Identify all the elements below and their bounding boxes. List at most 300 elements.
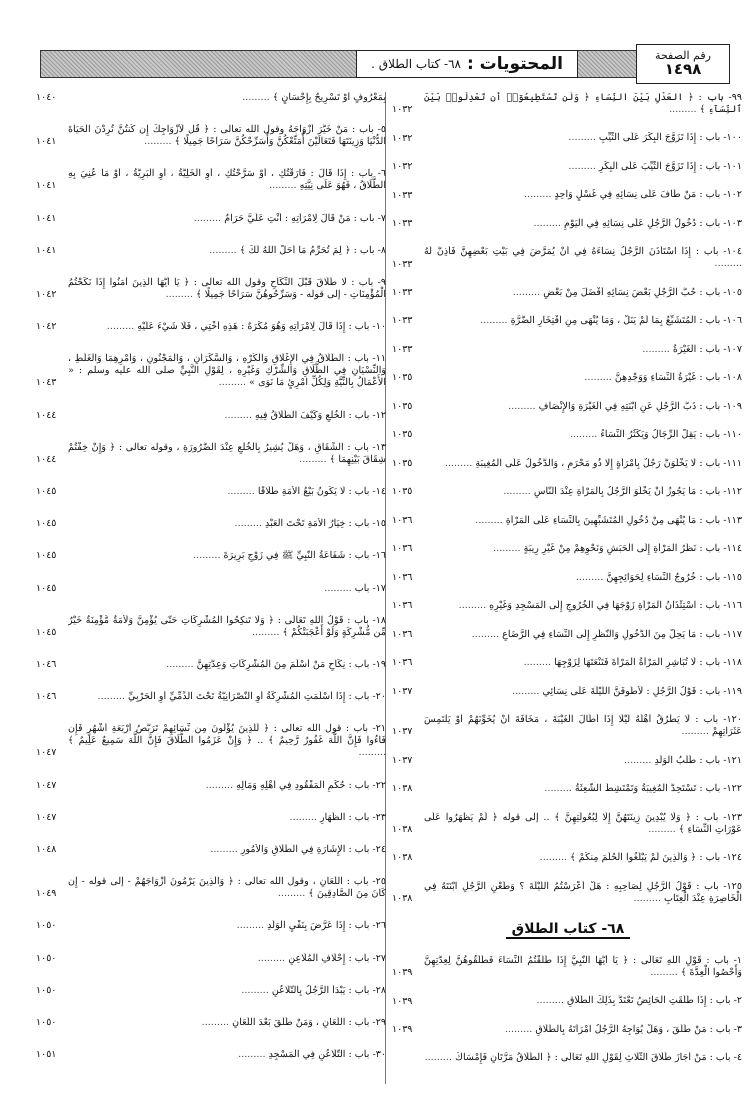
toc-entry[interactable] [392, 600, 744, 612]
toc-entry[interactable] [392, 344, 744, 356]
toc-entry-title-text: ٢٣- باب : الظِّهَارِ [320, 811, 386, 823]
toc-entry-title [424, 315, 744, 327]
dot-leader: ......... [523, 189, 555, 201]
dot-leader: ......... [544, 783, 575, 795]
toc-entry[interactable] [36, 920, 388, 932]
toc-entry[interactable] [392, 812, 744, 836]
toc-entry-title [424, 132, 744, 144]
dot-leader: ......... [504, 1023, 536, 1035]
toc-entry[interactable] [36, 723, 388, 759]
toc-entry-page: ١٠٣٨ [392, 892, 413, 904]
toc-entry[interactable] [392, 429, 744, 441]
toc-entry-page: ١٠٣٥ [392, 400, 413, 412]
toc-entry-page: ١٠٥٠ [36, 920, 57, 932]
toc-entry-title-text: ٢٨- باب : يَبْدَأُ الرَّجُلُ بِالتَّلَاعُنِ [271, 984, 386, 996]
toc-entry[interactable] [36, 812, 388, 824]
toc-entry-title-text: ٧- باب : مَنْ قَالَ لِامْرَأَتِهِ : أَنْتِ عَلَيَّ حَرَامٌ [224, 212, 386, 224]
toc-entry-page: ١٠٣٥ [392, 486, 413, 498]
toc-entry[interactable] [36, 691, 388, 703]
toc-entry-title-text: ١١- باب : الطَّلَاقُ فِي الإِغْلَاقِ وَالْكُرْهِ ، وَالسَّكْرَانِ ، وَالْمَجْنُونِ ، وَأَمْرِهِمَا وَالْغَلَطِ ، وَالنِّسْيَانِ فِي الطَّلَاقِ وَالشِّرْكِ وَغَيْرِهِ ، لِقَوْلِ النَّبِيِّ صلى الله عليه وسلم : « الأَعْمَالُ بِالنِّيَّةِ وَلِكُلِّ امْرِئٍ مَا نَوَى » [68, 353, 386, 389]
toc-entry-page: ١٠٥٠ [36, 1017, 57, 1029]
dot-leader: ......... [714, 258, 742, 270]
toc-entry-page: ١٠٤٥ [36, 486, 57, 498]
toc-entry-title [68, 213, 388, 225]
toc-entry-title-text: ٩- باب : لَا طَلَاقَ قَبْلَ النِّكَاحِ وقول الله تعالى : ﴿ يَا أَيُّهَا الَّذِينَ آمَنُوا إِذَا نَكَحْتُمُ الْمُؤْمِنَاتِ - إلى قوله - وَسَرِّحُوهُنَّ سَرَاحًا جَمِيلًا ﴾ [68, 276, 386, 300]
dot-leader: ......... [193, 212, 225, 224]
header-subtitle: ٦٨- كتاب الطلاق . [371, 57, 461, 71]
toc-entry-title [68, 844, 388, 856]
toc-entry[interactable] [36, 985, 388, 997]
toc-entry[interactable] [36, 844, 388, 856]
toc-entry-title [424, 218, 744, 230]
dot-leader: ......... [503, 486, 534, 498]
toc-entry-title [68, 124, 388, 148]
toc-entry-title [68, 1049, 388, 1061]
toc-entry[interactable] [36, 486, 388, 498]
dot-leader: ......... [623, 754, 655, 766]
toc-entry-page: ١٠٤٥ [36, 550, 57, 562]
toc-entry-page: ١٠٣٥ [392, 457, 413, 469]
toc-entry-title-text: ٢٠- باب : إِذَا أَسْلَمَتِ الْمُشْرِكَةُ أَوِ النَّصْرَانِيَّةُ تَحْتَ الذِّمِّيِّ أَوِ الْحَرْبِيِّ [128, 691, 386, 703]
page-number-label: رقم الصفحة [655, 49, 711, 63]
toc-entry-page: ١٠٣٢ [392, 104, 413, 116]
toc-entry-page: ١٠٣٦ [392, 543, 413, 555]
toc-entry-page: ١٠٤٢ [36, 321, 57, 333]
toc-entry[interactable] [36, 1017, 388, 1029]
toc-entry[interactable] [392, 1024, 744, 1036]
toc-entry-title [424, 543, 744, 555]
dot-leader: ......... [444, 457, 476, 469]
toc-entry[interactable] [392, 629, 744, 641]
toc-entry[interactable] [392, 881, 744, 905]
toc-entry[interactable] [392, 372, 744, 384]
toc-entry-title [424, 401, 744, 413]
toc-entry-page: ١٠٤١ [36, 212, 57, 224]
toc-entry-page: ١٠٣٩ [392, 967, 413, 979]
toc-entry-title-text: ٤- باب : مَنْ أَجَازَ طَلَاقَ الثَّلَاثِ لِقَوْلِ اللهِ تَعَالَى : ﴿ الطَّلَاقُ مَرَّتَانِ فَإِمْسَاكٌ [455, 1052, 742, 1064]
toc-entry-page: ١٠٣٥ [392, 372, 413, 384]
toc-entry-title [68, 723, 388, 759]
toc-entry-page: ١٠٣٦ [392, 657, 413, 669]
toc-entry-title-text: ١٠٩- باب : ذَبُّ الرَّجُلِ عَنِ ابْنَتِهِ فِي الْغَيْرَةِ وَالإِنْصَافِ [538, 400, 742, 412]
toc-entry-title-text: ١٠٥- باب : حُبُّ الرَّجُلِ بَعْضَ نِسَائِهِ أَفْضَلَ مِنْ بَعْضٍ [543, 286, 742, 298]
header-title-box [356, 50, 578, 78]
toc-entry-title [424, 161, 744, 173]
toc-entry-page: ١٠٣٨ [392, 823, 413, 835]
toc-entry-title [424, 995, 744, 1007]
toc-entry[interactable] [392, 246, 744, 270]
toc-entry-title [68, 245, 388, 257]
dot-leader: ......... [277, 888, 309, 900]
toc-entry-title-text: ١١٨- باب : لَا تُبَاشِرِ الْمَرْأَةُ الْمَرْأَةَ فَتَنْعَتَهَا لِزَوْجِهَا [554, 657, 742, 669]
toc-entry-page: ١٠٤٠ [36, 92, 57, 104]
toc-entry-title-text: ١٥- باب : خِيَارُ الأَمَةِ تَحْتَ الْعَبْدِ [265, 518, 386, 530]
toc-entry-page: ١٠٣٩ [392, 995, 413, 1007]
toc-entry-title-text: ١٠- باب : إِذَا قَالَ لِامْرَأَتِهِ وَهُوَ مُكْرَهٌ : هَذِهِ أُخْتِي ، فَلَا شَيْءَ عَلَيْهِ [137, 321, 386, 333]
toc-entry[interactable] [36, 659, 388, 671]
toc-entry-page: ١٠٣٣ [392, 258, 413, 270]
toc-entry-title [68, 876, 388, 900]
toc-entry-title-text: ٢- باب : إِذَا طُلِّقَتِ الْحَائِضُ تَعْتَدُّ بِذَلِكَ الطَّلَاقِ [566, 995, 742, 1007]
toc-entry-title [424, 714, 744, 738]
toc-entry[interactable] [392, 189, 744, 201]
toc-entry-title-text: بِمَعْرُوفٍ أَوْ تَسْرِيحٌ بِإِحْسَانٍ ﴾ [272, 92, 386, 103]
dot-leader: ......... [234, 518, 266, 530]
toc-entry-page: ١٠٤٧ [36, 811, 57, 823]
toc-entry[interactable] [36, 168, 388, 192]
toc-entry-title-text: ١١٣- باب : مَا يُنْهَى مِنْ دُخُولِ الْمُتَشَبِّهِينَ بِالنِّسَاءِ عَلَى الْمَرْأَةِ [505, 514, 742, 526]
dot-leader: ......... [241, 984, 272, 996]
toc-entry-title-text: ١١٢- باب : مَا يَجُوزُ أَنْ يَخْلُوَ الرَّجُلُ بِالْمَرْأَةِ عِنْدَ النَّاسِ [533, 486, 742, 498]
toc-entry-page: ١٠٣٨ [392, 783, 413, 795]
toc-entry[interactable] [392, 218, 744, 230]
dot-leader: ......... [523, 657, 555, 669]
dot-leader: ......... [251, 626, 283, 638]
toc-entry[interactable] [36, 321, 388, 333]
toc-entry-title [424, 629, 744, 641]
toc-entry-title-text: ٢٢- باب : حُكْمِ الْمَفْقُودِ فِي أَهْلِهِ وَمَالِهِ [236, 779, 386, 791]
dot-leader: ......... [512, 685, 543, 697]
toc-entry[interactable] [392, 755, 744, 767]
toc-entry[interactable] [392, 572, 744, 584]
dot-leader: ......... [650, 966, 681, 978]
toc-entry-title-text: ٢١- باب : قول الله تعالى : ﴿ لِّلَّذِينَ يُؤْلُونَ مِن نِّسَائِهِمْ تَرَبُّصُ أَرْبَعَةِ أَشْهُرٍ فَإِن فَاءُوا فَإِنَّ اللَّهَ غَفُورٌ رَّحِيمٌ ﴾ .. ﴿ وَإِنْ عَزَمُوا الطَّلَاقَ فَإِنَّ اللَّهَ سَمِيعٌ عَلِيمٌ ﴾ [68, 723, 386, 747]
toc-entry-title [424, 1024, 744, 1036]
toc-entry[interactable] [36, 518, 388, 530]
toc-entry-title-text: ١٢٣- باب : ﴿ وَلَا يُبْدِينَ زِينَتَهُنَّ إِلَّا لِبُعُولَتِهِنَّ ﴾ .. إلى قوله ﴿ لَمْ يَظْهَرُوا عَلَى عَوْرَاتِ النِّسَاءِ ﴾ [424, 811, 742, 835]
dot-leader: ......... [289, 811, 320, 823]
toc-entry-title [68, 442, 388, 466]
toc-entry-title-text: ١٢٤- باب : ﴿ وَالَّذِينَ لَمْ يَبْلُغُوا الْحُلُمَ مِنكُمْ ﴾ [570, 852, 742, 864]
dot-leader: ......... [97, 691, 129, 703]
toc-entry-page: ١٠٤٧ [36, 779, 57, 791]
toc-entry-title [68, 691, 388, 703]
toc-entry-page: ١٠٣٦ [392, 514, 413, 526]
toc-entry-title-text: ١١٤- باب : نَظَرُ الْمَرْأَةِ إِلَى الْحَبَشِ وَنَحْوِهِمْ مِنْ غَيْرِ رِيبَةٍ [523, 543, 742, 555]
toc-entry-title-text: ١٨- باب : قَوْلُ اللهِ تَعَالَى : ﴿ وَلَا تَنكِحُوا الْمُشْرِكَاتِ حَتَّى يُؤْمِنَّ وَلَأَمَةٌ مُّؤْمِنَةٌ خَيْرٌ مِّن مُّشْرِكَةٍ وَلَوْ أَعْجَبَتْكُمْ ﴾ [68, 614, 386, 638]
toc-entry-title [68, 321, 388, 333]
toc-entry-title [424, 458, 744, 470]
toc-entry[interactable] [36, 410, 388, 422]
dot-leader: ......... [209, 244, 240, 256]
dot-leader: ......... [493, 543, 524, 555]
dot-leader: ......... [681, 726, 712, 738]
toc-entry[interactable] [392, 515, 744, 527]
toc-entry[interactable] [392, 287, 744, 299]
toc-entry-title [424, 344, 744, 356]
dot-leader: ......... [475, 514, 506, 526]
toc-entry-page: ١٠٣٦ [392, 600, 413, 612]
toc-entry-title-text: ١٩- باب : نِكَاحِ مَنْ أَسْلَمَ مِنَ الْمُشْرِكَاتِ وَعِدَّتِهِنَّ [196, 658, 386, 670]
toc-entry-page: ١٠٤١ [36, 244, 57, 256]
toc-entry[interactable] [36, 953, 388, 965]
dot-leader: ......... [569, 429, 601, 441]
toc-entry-title [68, 353, 388, 389]
dot-leader: ......... [166, 658, 197, 670]
toc-entry-title [68, 486, 388, 498]
toc-entry[interactable] [36, 277, 388, 301]
toc-entry[interactable] [392, 543, 744, 555]
toc-entry[interactable] [36, 780, 388, 792]
toc-entry-page: ١٠٤٥ [36, 518, 57, 530]
toc-entry-title-text: ٨- باب : ﴿ لِمَ تُحَرِّمُ مَا أَحَلَّ اللهُ لَكَ ﴾ [239, 244, 386, 256]
toc-entry-title [68, 659, 388, 671]
toc-entry-title [68, 410, 388, 422]
toc-entry[interactable] [36, 213, 388, 225]
toc-entry[interactable] [392, 315, 744, 327]
toc-entry-title-text: ١٠١- باب : إِذَا تَزَوَّجَ الثَّيِّبَ عَلَى الْبِكْرِ [598, 160, 742, 172]
toc-entry[interactable] [36, 550, 388, 562]
dot-leader: ......... [424, 1052, 456, 1064]
toc-entry-title [68, 780, 388, 792]
toc-entry-title-text: ٦- باب : إِذَا قَالَ : فَارَقْتُكِ ، أَوْ سَرَّحْتُكِ ، أَوِ الْخَلِيَّةُ ، أَوِ الْبَرِيَّةُ ، أَوْ مَا عُنِيَ بِهِ الطَّلَاقُ ، فَهُوَ عَلَى نِيَّتِهِ [68, 168, 386, 192]
toc-entry-title-text: ٣٠- باب : التَّلَاعُنِ فِي الْمَسْجِدِ [268, 1049, 386, 1061]
dot-leader: ......... [257, 952, 289, 964]
toc-entry-page: ١٠٣٣ [392, 315, 413, 327]
toc-entry-title-text: ١٦- باب : شَفَاعَةُ النَّبِيِّ ﷺ فِي زَوْجِ بَرِيرَةَ [223, 550, 386, 562]
toc-entry-title-text: ١١٧- باب : مَا يَحِلُّ مِنَ الدُّخُولِ وَالنَّظَرِ إِلَى النِّسَاءِ فِي الرَّضَاعِ [502, 628, 742, 640]
toc-entry-page: ١٠٤٧ [36, 747, 57, 759]
toc-entry[interactable] [392, 657, 744, 669]
toc-entry-title-text: ١٠٤- باب : إِذَا اسْتَأْذَنَ الرَّجُلُ نِسَاءَهُ فِي أَنْ يُمَرَّضَ فِي بَيْتِ بَعْضِهِنَّ فَأَذِنَّ لَهُ [424, 246, 742, 258]
dot-leader: ......... [480, 315, 511, 327]
toc-entry[interactable] [392, 458, 744, 470]
toc-entry-title-text: ٢٦- باب : إِذَا عَرَّضَ بِنَفْيِ الْوَلَدِ [267, 920, 386, 932]
toc-entry-page: ١٠٣٩ [392, 1024, 413, 1036]
toc-entry[interactable] [36, 615, 388, 639]
toc-entry-title [424, 372, 744, 384]
toc-entry-title-text: ٢٤- باب : الإِشَارَةِ فِي الطَّلَاقِ وَالأُمُورِ [240, 843, 386, 855]
toc-entry-title [424, 657, 744, 669]
toc-entry-page: ١٠٣٧ [392, 685, 413, 697]
dot-leader: ......... [227, 485, 258, 497]
toc-entry-title-text: ١٠٦- باب : الْمُتَشَبِّعُ بِمَا لَمْ يَنَلْ ، وَمَا يُنْهَى مِنِ افْتِخَارِ الضَّرَّةِ [510, 315, 742, 327]
dot-leader: ......... [536, 995, 567, 1007]
toc-entry-title [68, 985, 388, 997]
dot-leader: ......... [193, 550, 224, 562]
dot-leader: ......... [205, 779, 237, 791]
toc-entry-title-text: ١٢٢- باب : تَسْتَحِدُّ الْمُغِيبَةُ وَتَمْتَشِطُ الشَّعِثَةُ [574, 783, 742, 795]
toc-entry-title [68, 1017, 388, 1029]
toc-entry-page: ١٠٤١ [36, 180, 57, 192]
toc-entry-page: ١٠٤٥ [36, 582, 57, 594]
toc-entry-page: ١٠٣٣ [392, 286, 413, 298]
toc-entry[interactable] [36, 124, 388, 148]
toc-entry-title [424, 783, 744, 795]
toc-entry-page: ١٠٤١ [36, 136, 57, 148]
toc-entry[interactable] [392, 995, 744, 1007]
toc-entry-page: ١٠٤٩ [36, 888, 57, 900]
toc-entry[interactable] [392, 686, 744, 698]
toc-entry-title-text: ١٢٠- باب : لَا يَطْرُقُ أَهْلَهُ لَيْلًا إِذَا أَطَالَ الْغَيْبَةَ ، مَخَافَةَ أَنْ يُخَوِّنَهُمْ أَوْ يَلْتَمِسَ عَثَرَاتِهِمْ [424, 714, 742, 738]
toc-entry-title-text: ٢٥- باب : اللِّعَانِ ، وقول الله تعالى : ﴿ وَالَّذِينَ يَرْمُونَ أَزْوَاجَهُمْ - إلى قوله - إِن كَانَ مِنَ الصَّادِقِينَ ﴾ [68, 876, 386, 900]
toc-entry[interactable] [36, 876, 388, 900]
toc-entry-page: ١٠٤٥ [36, 626, 57, 638]
toc-entry-page: ١٠٣٣ [392, 189, 413, 201]
dot-leader: ......... [568, 132, 599, 144]
toc-entry-page: ١٠٥٠ [36, 952, 57, 964]
toc-entry-page: ١٠٥١ [36, 1049, 57, 1061]
toc-entry-title [68, 518, 388, 530]
toc-right-column [392, 92, 744, 1081]
dot-leader: ......... [106, 321, 138, 333]
section-heading-text: ٦٨- كتاب الطلاق [506, 921, 631, 939]
toc-entry-title [424, 1052, 744, 1064]
section-heading [392, 921, 744, 939]
toc-entry-title-text: ١٢١- باب : طَلَبُ الْوَلَدِ [654, 754, 742, 766]
toc-entry-title-text: ١٠٨- باب : غَيْرَةُ النِّسَاءِ وَوَجْدِهِنَّ [614, 372, 742, 384]
page-number: ١٤٩٨ [664, 59, 702, 78]
toc-entry-title [68, 920, 388, 932]
toc-entry-title [68, 277, 388, 301]
dot-leader: ......... [575, 571, 607, 583]
toc-entry-page: ١٠٣٣ [392, 218, 413, 230]
toc-entry-title-text: ٥- باب : مَنْ خَيَّرَ أَزْوَاجَهُ وقول الله تعالى : ﴿ قُل لِّأَزْوَاجِكَ إِن كُنتُنَّ تُرِدْنَ الْحَيَاةَ الدُّنْيَا وَزِينَتَهَا فَتَعَالَيْنَ أُمَتِّعْكُنَّ وَأُسَرِّحْكُنَّ سَرَاحًا جَمِيلًا ﴾ [68, 124, 386, 148]
toc-entry-page: ١٠٥٠ [36, 984, 57, 996]
toc-entry-title [424, 881, 744, 905]
toc-entry[interactable] [36, 583, 388, 595]
toc-entry[interactable] [36, 442, 388, 466]
toc-entry-title [424, 486, 744, 498]
toc-entry-page: ١٠٣٨ [392, 852, 413, 864]
dot-leader: ......... [218, 377, 250, 389]
toc-entry-title-text: ١١٥- باب : خُرُوجُ النِّسَاءِ لِحَوَائِجِهِنَّ [606, 571, 742, 583]
dot-leader: ......... [508, 400, 539, 412]
dot-leader: ......... [269, 180, 300, 192]
toc-entry-title [68, 168, 388, 192]
toc-entry-page: ١٠٤٢ [36, 289, 57, 301]
toc-entry-title-text: ٢٧- باب : إِحْلَافِ الْمُلَاعِنِ [288, 952, 386, 964]
toc-entry-title-text: ١٤- باب : لَا يَكُونُ بَيْعُ الأَمَةِ طَلَاقًا [257, 485, 386, 497]
toc-entry-title [68, 583, 388, 595]
toc-entry-title-text: ١٠٧- باب : الْغَيْرَةُ [672, 343, 742, 355]
toc-entry-title [68, 92, 388, 104]
toc-entry-title-text: ١٠٣- باب : دُخُولُ الرَّجُلِ عَلَى نِسَائِهِ فِي الْيَوْمِ [564, 217, 742, 229]
dot-leader: ......... [584, 372, 615, 384]
toc-entry-title-text: ١١١- باب : لَا يَخْلُوَنَّ رَجُلٌ بِامْرَأَةٍ إِلَّا ذُو مَحْرَمٍ ، وَالدُّخُولُ عَلَى الْمُغِيبَةِ [475, 457, 742, 469]
dot-leader: ......... [236, 920, 268, 932]
toc-entry[interactable] [36, 245, 388, 257]
toc-entry-page: ١٠٤٤ [36, 409, 57, 421]
toc-entry-title [424, 572, 744, 584]
toc-entry-title [424, 955, 744, 979]
toc-entry[interactable] [392, 486, 744, 498]
toc-entry[interactable] [392, 401, 744, 413]
toc-entry-page: ١٠٤٦ [36, 659, 57, 671]
dot-leader: ......... [238, 1049, 269, 1061]
toc-entry-title-text: ١٢٥- باب : قَوْلُ الرَّجُلِ لِصَاحِبِهِ : هَلْ أَعْرَسْتُمُ اللَّيْلَةَ ؟ وَطَعْنِ الرَّجُلِ ابْنَتَهُ فِي الْخَاصِرَةِ عِنْدَ الْعِتَابِ [424, 880, 742, 904]
header-title: المحتويات : [466, 54, 563, 74]
toc-entry-page: ١٠٤٨ [36, 844, 57, 856]
dot-leader: ......... [533, 217, 564, 229]
toc-entry[interactable] [392, 852, 744, 864]
toc-entry-title [68, 812, 388, 824]
dot-leader: ......... [633, 892, 664, 904]
dot-leader: ......... [324, 582, 355, 594]
page-header [40, 44, 730, 84]
dot-leader: ......... [458, 600, 490, 612]
toc-entry-title [424, 852, 744, 864]
dot-leader: ......... [539, 852, 571, 864]
toc-entry-title-text: ٣- باب : مَنْ طَلَّقَ ، وَهَلْ يُوَاجِهُ الرَّجُلُ امْرَأَتَهُ بِالطَّلَاقِ [535, 1023, 742, 1035]
toc-entry-page: ١٠٤٤ [36, 453, 57, 465]
toc-entry-page: ١٠٣٧ [392, 754, 413, 766]
toc-entry-title-text: ١١٦- باب : اسْتِئْذَانُ الْمَرْأَةِ زَوْجَهَا فِي الْخُرُوجِ إِلَى الْمَسْجِدِ وَغَيْرِهِ [489, 600, 742, 612]
toc-entry[interactable] [392, 161, 744, 173]
toc-entry-title [424, 429, 744, 441]
toc-entry-title-text: ١٠٢- باب : مَنْ طَافَ عَلَى نِسَائِهِ فِي غُسْلٍ وَاحِدٍ [554, 189, 742, 201]
toc-entry-title-text: ١١٠- باب : يَقِلُّ الرِّجَالُ وَيَكْثُرُ النِّسَاءُ [600, 429, 742, 441]
toc-entry-title [424, 812, 744, 836]
dot-leader: ......... [648, 823, 679, 835]
toc-entry-page: ١٠٣٥ [392, 429, 413, 441]
header-pattern-left [40, 50, 356, 78]
toc-entry-title [68, 615, 388, 639]
dot-leader: ......... [224, 409, 255, 421]
toc-entry-title [424, 515, 744, 527]
toc-entry-page: ١٠٣٦ [392, 628, 413, 640]
dot-leader: ......... [299, 453, 330, 465]
toc-left-column [36, 92, 388, 1081]
toc-entry-page: ١٠٤٣ [36, 377, 57, 389]
toc-entry-title [424, 189, 744, 201]
toc-entry-title [424, 246, 744, 270]
toc-entry-title-text: ١٢- باب : الْخُلْعِ وَكَيْفَ الطَّلَاقُ فِيهِ [254, 409, 386, 421]
toc-entry-title-text: ١٧- باب [354, 582, 386, 594]
toc-entry[interactable] [36, 1049, 388, 1061]
toc-entry-title-text: ٩٩- باب : ﴿ العَدْلِ بَيْنَ النِّسَاءِ ﴿ وَلَن تَسْتَطِيعُوٓا۟ أَن تَعْدِلُوا۟ بَيْنَ ٱلنِّسَآءِ ﴾ [424, 92, 742, 115]
toc-entry-title-text: ١٣- باب : الشِّقَاقِ ، وَهَلْ يُشِيرُ بِالْخُلْعِ عِنْدَ الضَّرُورَةِ ، وقوله تعالى : ﴿ وَإِنْ خِفْتُمْ شِقَاقَ بَيْنِهِمَا ﴾ [68, 441, 386, 465]
dot-leader: ......... [568, 160, 599, 172]
header-pattern-right [578, 50, 636, 78]
toc-entry-title [424, 287, 744, 299]
toc-entry-page: ١٠٣٧ [392, 726, 413, 738]
toc-entry-title-text: ١١٩- باب : قَوْلُ الرَّجُلِ : لَأَطُوفَنَّ اللَّيْلَةَ عَلَى نِسَائِي [542, 685, 742, 697]
toc-entry[interactable] [392, 1052, 744, 1064]
toc-entry[interactable] [392, 955, 744, 979]
toc-entry-page: ١٠٣٢ [392, 132, 413, 144]
toc-entry-title [424, 92, 744, 116]
toc-entry[interactable] [392, 132, 744, 144]
toc-entry[interactable] [392, 92, 744, 116]
header-page-number-box [636, 44, 730, 84]
toc-entry-title [68, 550, 388, 562]
toc-entry[interactable] [392, 783, 744, 795]
toc-entry[interactable] [392, 714, 744, 738]
dot-leader: ......... [642, 343, 673, 355]
dot-leader: ......... [210, 843, 241, 855]
toc-entry-page: ١٠٣٦ [392, 571, 413, 583]
dot-leader: ......... [358, 747, 386, 759]
toc-entry-title [424, 686, 744, 698]
dot-leader: ......... [242, 92, 273, 103]
toc-entry[interactable] [36, 353, 388, 389]
dot-leader: ......... [669, 103, 700, 115]
toc-entry-title-text: ١٠٠- باب : إِذَا تَزَوَّجَ الْبِكْرَ عَلَى الثَّيِّبِ [598, 132, 742, 144]
dot-leader: ......... [471, 628, 503, 640]
toc-entry-page: ١٠٣٣ [392, 343, 413, 355]
dot-leader: ......... [201, 1016, 233, 1028]
toc-entry-title-text: ٢٩- باب : اللِّعَانِ ، وَمَنْ طَلَّقَ بَعْدَ اللِّعَانِ [232, 1016, 386, 1028]
dot-leader: ......... [144, 136, 175, 148]
dot-leader: ......... [165, 288, 197, 300]
toc-entry[interactable] [36, 92, 388, 104]
toc-entry-title [68, 953, 388, 965]
toc-entry-title-text: ١- باب : قَوْلِ اللهِ تَعَالَى : ﴿ يَا أَيُّهَا النَّبِيُّ إِذَا طَلَّقْتُمُ النِّسَاءَ فَطَلِّقُوهُنَّ لِعِدَّتِهِنَّ وَأَحْصُوا الْعِدَّةَ ﴾ [424, 955, 742, 978]
toc-entry-title [424, 600, 744, 612]
toc-entry-page: ١٠٤٦ [36, 691, 57, 703]
dot-leader: ......... [512, 286, 544, 298]
